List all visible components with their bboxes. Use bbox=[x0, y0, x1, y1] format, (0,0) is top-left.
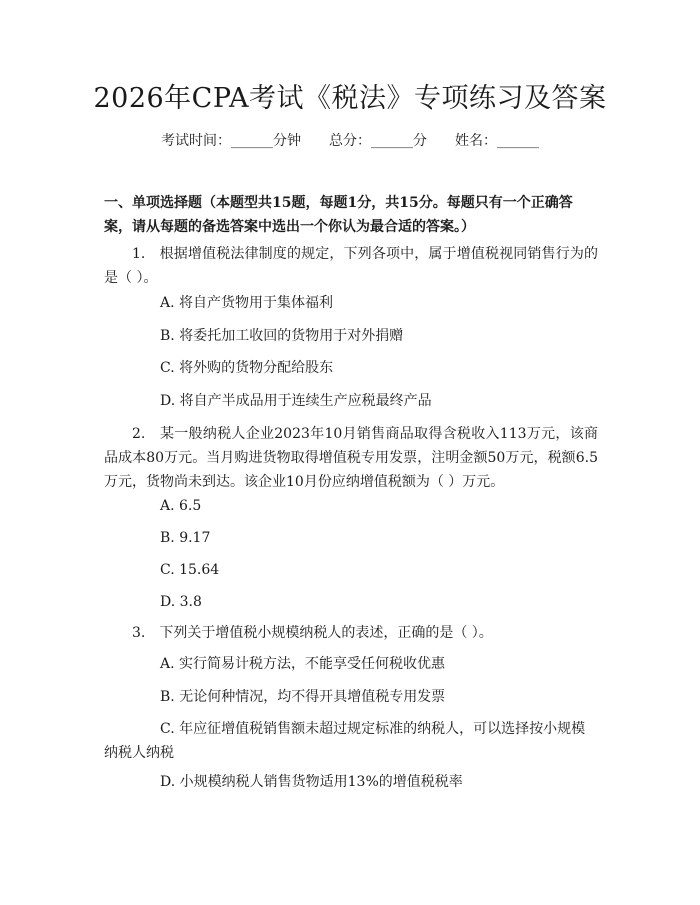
question-2-option-c: C. 15.64 bbox=[160, 562, 220, 578]
total-score-field: 总分：______分 bbox=[329, 133, 427, 149]
question-2-option-a: A. 6.5 bbox=[160, 498, 202, 514]
question-1-option-a: A. 将自产货物用于集体福利 bbox=[160, 295, 334, 311]
question-1-option-b: B. 将委托加工收回的货物用于对外捐赠 bbox=[160, 328, 404, 344]
question-1-stem: 1. 根据增值税法律制度的规定，下列各项中，属于增值税视同销售行为的是（ ）。 bbox=[104, 246, 598, 286]
question-3-option-a: A. 实行简易计税方法，不能享受任何税收优惠 bbox=[160, 656, 446, 672]
question-3-stem: 3. 下列关于增值税小规模纳税人的表述，正确的是（ ）。 bbox=[132, 625, 493, 641]
question-3-option-d: D. 小规模纳税人销售货物适用13%的增值税税率 bbox=[160, 774, 463, 790]
question-2-option-b: B. 9.17 bbox=[160, 530, 211, 546]
question-1-option-d: D. 将自产半成品用于连续生产应税最终产品 bbox=[160, 393, 432, 409]
section-heading: 一、单项选择题（本题型共15题，每题1分，共15分。每题只有一个正确答案，请从每题的备选答案中选出一个你认为最合适的答案。） bbox=[104, 195, 573, 235]
page-title: 2026年CPA考试《税法》专项练习及答案 bbox=[93, 83, 607, 114]
question-1-option-c: C. 将外购的货物分配给股东 bbox=[160, 360, 334, 376]
exam-time-field: 考试时间：______分钟 bbox=[161, 133, 301, 149]
question-3-option-c: C. 年应征增值税销售额未超过规定标准的纳税人，可以选择按小规模纳税人纳税 bbox=[104, 721, 586, 761]
exam-info-line bbox=[0, 130, 700, 152]
student-name-field: 姓名：______ bbox=[455, 133, 539, 149]
question-2-stem: 2. 某一般纳税人企业2023年10月销售商品取得含税收入113万元，该商品成本80万元。当月购进货物取得增值税专用发票，注明金额50万元，税额6.5万元，货物尚未到达。该企业10月份应纳增值税额为（ ）万元。 bbox=[104, 426, 598, 490]
question-3-option-b: B. 无论何种情况，均不得开具增值税专用发票 bbox=[160, 689, 446, 705]
question-2-option-d: D. 3.8 bbox=[160, 594, 202, 610]
